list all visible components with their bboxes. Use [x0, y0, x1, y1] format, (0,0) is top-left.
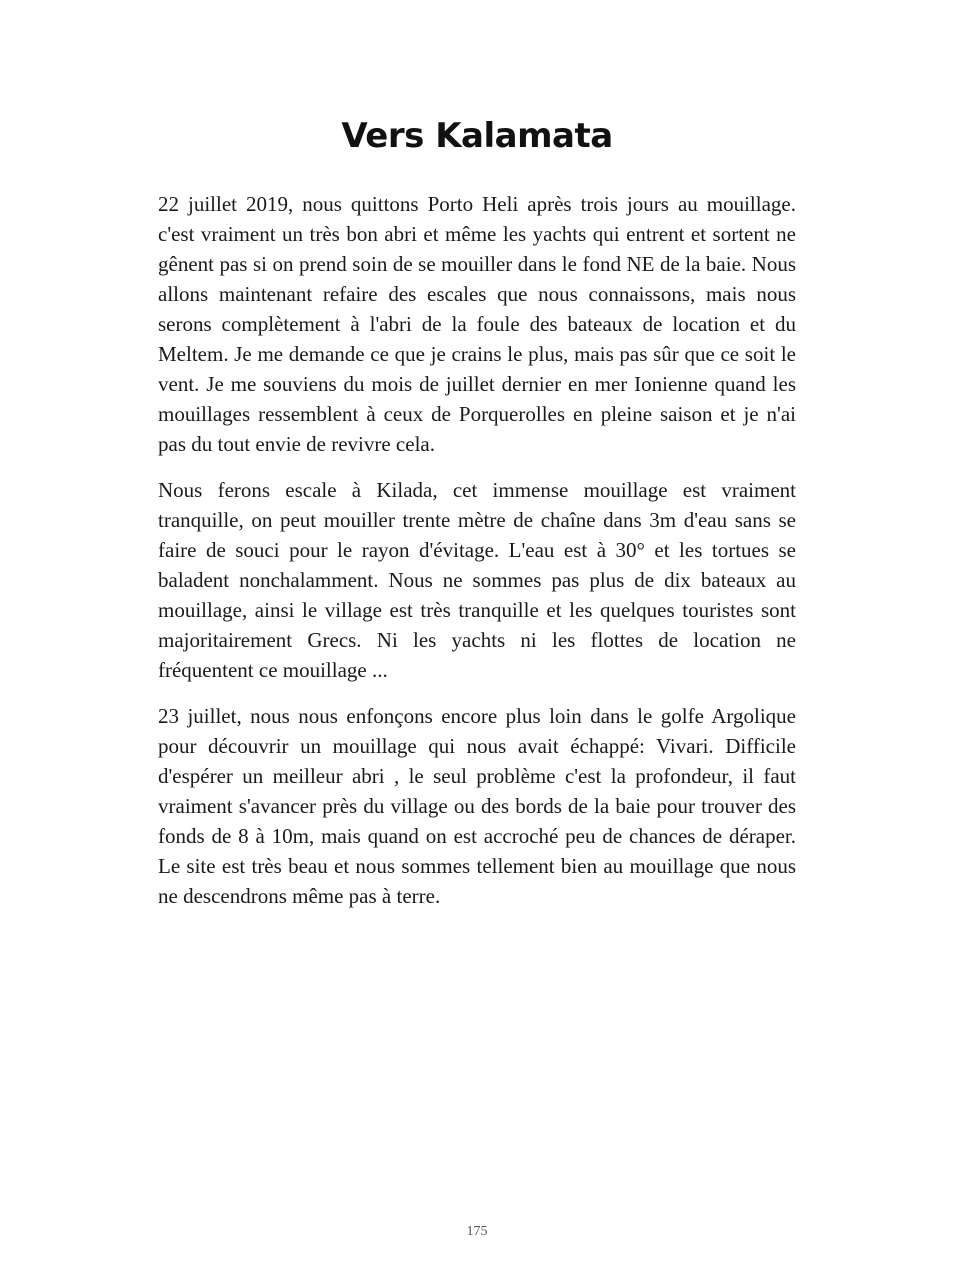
page-number: 175: [466, 1224, 488, 1239]
body-text: [158, 189, 796, 927]
page-title: Vers Kalamata: [341, 116, 613, 156]
paragraph-3: 23 juillet, nous nous enfonçons encore plus loin dans le golfe Argolique pour découvrir un mouillage qui nous avait échappé: Vivari. Difficile d'espérer un meilleur abri , le seul problème c'est la profondeur, il faut vraiment s'avancer près du village ou des bords de la baie pour trouver des fonds de 8 à 10m, mais quand on est accroché peu de chances de déraper. Le site est très beau et nous sommes tellement bien au mouillage que nous ne descendrons même pas à terre.: [158, 704, 796, 908]
paragraph-2: Nous ferons escale à Kilada, cet immense mouillage est vraiment tranquille, on peut mouiller trente mètre de chaîne dans 3m d'eau sans se faire de souci pour le rayon d'évitage. L'eau est à 30° et les tortues se baladent nonchalamment. Nous ne sommes pas plus de dix bateaux au mouillage, ainsi le village est très tranquille et les quelques touristes sont majoritairement Grecs. Ni les yachts ni les flottes de location ne fréquentent ce mouillage ...: [158, 478, 796, 682]
paragraph-1: 22 juillet 2019, nous quittons Porto Heli après trois jours au mouillage. c'est vraiment un très bon abri et même les yachts qui entrent et sortent ne gênent pas si on prend soin de se mouiller dans le fond NE de la baie. Nous allons maintenant refaire des escales que nous connaissons, mais nous serons complètement à l'abri de la foule des bateaux de location et du Meltem. Je me demande ce que je crains le plus, mais pas sûr que ce soit le vent. Je me souviens du mois de juillet dernier en mer Ionienne quand les mouillages ressemblent à ceux de Porquerolles en pleine saison et je n'ai pas du tout envie de revivre cela.: [158, 192, 796, 456]
